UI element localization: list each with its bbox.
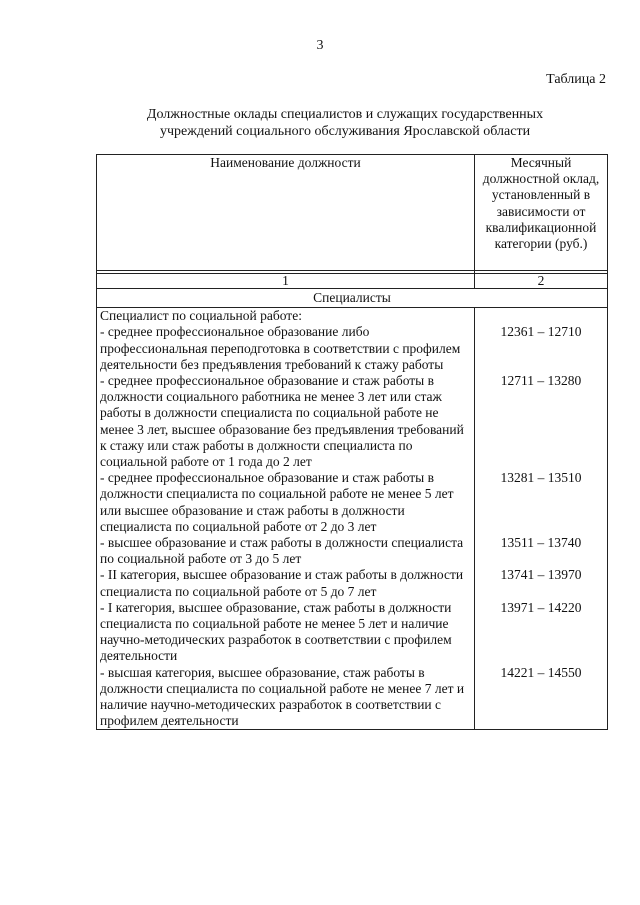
salary-range: 12711 – 13280 xyxy=(475,373,608,470)
position-description: - II категория, высшее образование и стаж работы в должности специалиста по социальной работе от 5 до 7 лет xyxy=(97,567,475,599)
table-row xyxy=(97,470,608,535)
salary-range: 13741 – 13970 xyxy=(475,567,608,599)
salary-range: 13281 – 13510 xyxy=(475,470,608,535)
position-description: - среднее профессиональное образование и стаж работы в должности социального работника не менее 3 лет или стаж работы в должности специалиста по социальной работе не менее 3 лет, высшее образование без предъявления требований к стажу или стаж работы в должности специалиста по социальной работе от 1 года до 2 лет xyxy=(97,373,475,470)
salary-range: 13511 – 13740 xyxy=(475,535,608,567)
column-number-row xyxy=(97,274,608,289)
table-label: Таблица 2 xyxy=(546,72,606,87)
position-description: - высшая категория, высшее образование, стаж работы в должности специалиста по социальной работе не менее 7 лет и наличие научно-методических разработок в соответствии с профилем деятельности xyxy=(97,665,475,730)
section-row xyxy=(97,289,608,308)
table-row xyxy=(97,535,608,567)
section-title: Специалисты xyxy=(97,289,608,308)
table-row xyxy=(97,665,608,730)
position-description: - среднее профессиональное образование и стаж работы в должности специалиста по социальной работе не менее 5 лет или высшее образование и стаж работы в должности специалиста по социальной работе от 2 до 3 лет xyxy=(97,470,475,535)
page-number: 3 xyxy=(316,38,324,53)
position-description: - среднее профессиональное образование либо профессиональная переподготовка в соответствии с профилем деятельности без предъявления требований к стажу работы xyxy=(97,324,475,373)
column-number: 1 xyxy=(97,274,475,289)
header-position-name: Наименование должности xyxy=(97,155,475,271)
header-monthly-salary: Месячный должностной оклад, установленный в зависимости от квалификационной категории (руб.) xyxy=(475,155,608,271)
group-title-row xyxy=(97,308,608,325)
document-title: Должностные оклады специалистов и служащих государственных учреждений социального обслуживания Ярославской области xyxy=(146,107,544,139)
group-title: Специалист по социальной работе: xyxy=(97,308,475,325)
position-description: - высшее образование и стаж работы в должности специалиста по социальной работе от 3 до 5 лет xyxy=(97,535,475,567)
salary-range: 13971 – 14220 xyxy=(475,600,608,665)
column-number: 2 xyxy=(475,274,608,289)
table-row xyxy=(97,567,608,599)
position-description: - I категория, высшее образование, стаж работы в должности специалиста по социальной работе не менее 5 лет и наличие научно-методических разработок в соответствии с профилем деятельности xyxy=(97,600,475,665)
salary-table xyxy=(96,154,608,730)
salary-range: 14221 – 14550 xyxy=(475,665,608,730)
table-row xyxy=(97,373,608,470)
salary-range: 12361 – 12710 xyxy=(475,324,608,373)
table-row xyxy=(97,324,608,373)
table-header-row xyxy=(97,155,608,271)
table-row xyxy=(97,600,608,665)
